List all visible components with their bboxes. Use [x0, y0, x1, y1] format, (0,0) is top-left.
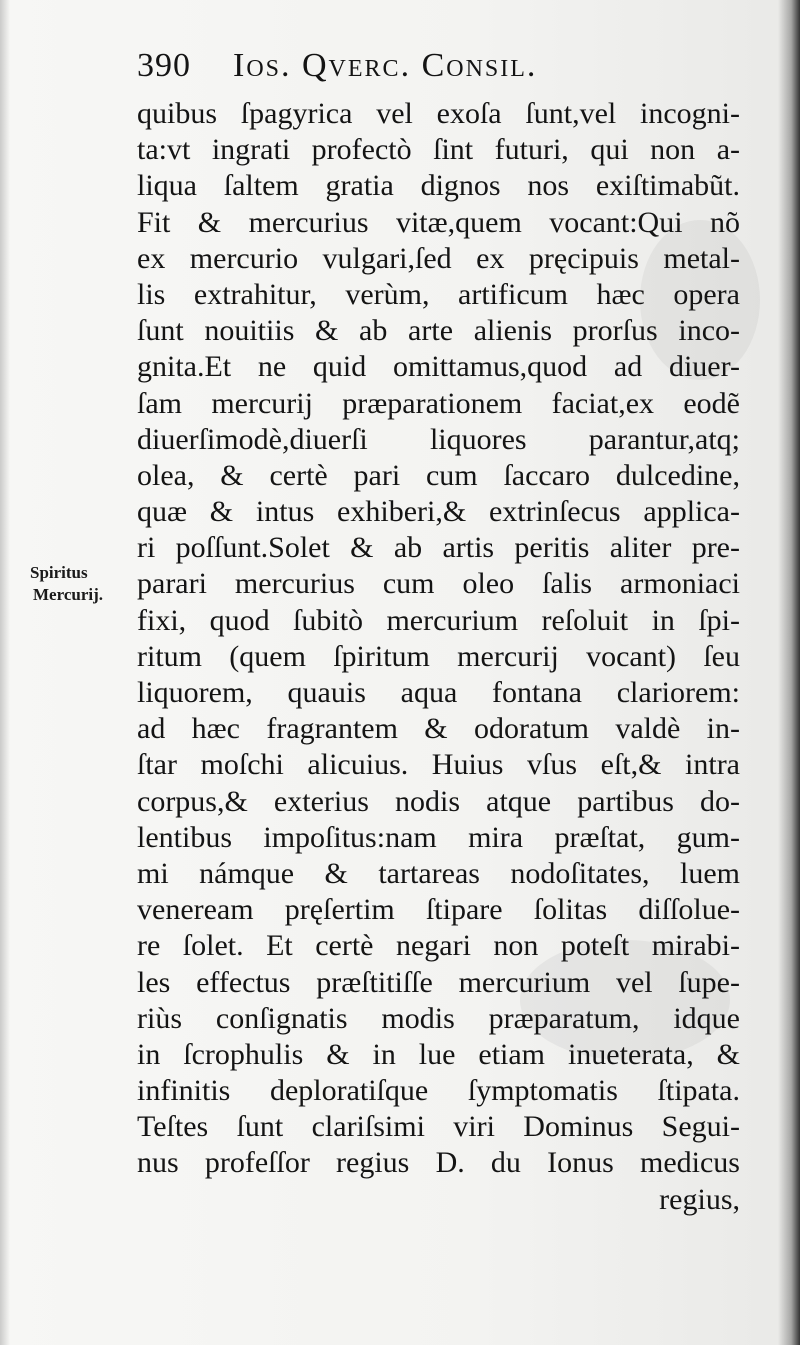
text-line: Fit & mercurius vitæ,quem vocant:Qui nõ [137, 205, 740, 239]
text-line: quæ & intus exhiberi,& extrinſecus applica- [137, 495, 740, 529]
text-line: quibus ſpagyrica vel exoſa ſunt,vel incogni- [137, 97, 740, 130]
text-line: ſunt nouitiis & ab arte alienis prorſus inco- [137, 314, 740, 348]
text-line: riùs conſignatis modis præparatum, idque [137, 1001, 740, 1035]
text-line: gnita.Et ne quid omittamus,quod ad diuer- [137, 350, 740, 384]
text-line: olea, & certè pari cum ſaccaro dulcedine, [137, 458, 740, 492]
text-line: liquorem, quauis aqua fontana clariorem: [137, 676, 740, 709]
running-head: Ios. Qverc. Consil. [233, 47, 538, 84]
text-line: diuerſimodè,diuerſi liquores parantur,atq; [137, 422, 740, 456]
text-line: infinitis deploratiſque ſymptomatis ſtipata. [137, 1074, 740, 1108]
text-line: ſam mercurij præparationem faciat,ex eodẽ [137, 386, 740, 420]
text-line: ta:vt ingrati profectò ſint futuri, qui non a- [137, 133, 740, 167]
text-line: parari mercurius cum oleo ſalis armoniaci [137, 567, 740, 601]
text-line: ritum (quem ſpiritum mercurij vocant) ſeu [137, 639, 740, 673]
marginal-note-line: Mercurij. [33, 585, 104, 604]
text-line: corpus,& exterius nodis atque partibus do- [137, 784, 740, 818]
text-line: lis extrahitur, verùm, artificum hæc opera [137, 277, 740, 311]
page-number: 390 [137, 47, 191, 84]
text-line: lentibus impoſitus:nam mira præſtat, gum- [137, 820, 740, 854]
text-line: ad hæc fragrantem & odoratum valdè in- [137, 712, 740, 746]
text-line: nus profeſſor regius D. du Ionus medicus [137, 1146, 740, 1180]
marginal-note [30, 562, 126, 606]
text-line: re ſolet. Et certè negari non poteſt mirabi- [137, 929, 740, 963]
text-line: les effectus præſtitiſſe mercurium vel ſupe- [137, 965, 740, 999]
body-text [137, 96, 740, 1218]
text-line: ſtar moſchi alicuius. Huius vſus eſt,& intra [137, 748, 740, 782]
text-line: Teſtes ſunt clariſsimi viri Dominus Segui- [137, 1110, 740, 1144]
text-line: in ſcrophulis & in lue etiam inueterata, & [137, 1037, 740, 1071]
text-line: ex mercurio vulgari,ſed ex pręcipuis metal- [137, 241, 740, 275]
text-line: liqua ſaltem gratia dignos nos exiſtimabũt. [137, 169, 740, 203]
page-header [137, 42, 737, 90]
marginal-note-line: Spiritus [30, 563, 88, 582]
text-line: veneream pręſertim ſtipare ſolitas diſſolue- [137, 893, 740, 927]
gutter-shadow [0, 0, 10, 1345]
text-line: mi námque & tartareas nodoſitates, luem [137, 856, 740, 890]
page-edge-shadow [778, 0, 800, 1345]
text-line: ri poſſunt.Solet & ab artis peritis aliter pre- [137, 531, 740, 565]
catchword-line: regius, [659, 1182, 740, 1216]
text-line: fixi, quod ſubitò mercurium reſoluit in ſpi- [137, 603, 740, 637]
